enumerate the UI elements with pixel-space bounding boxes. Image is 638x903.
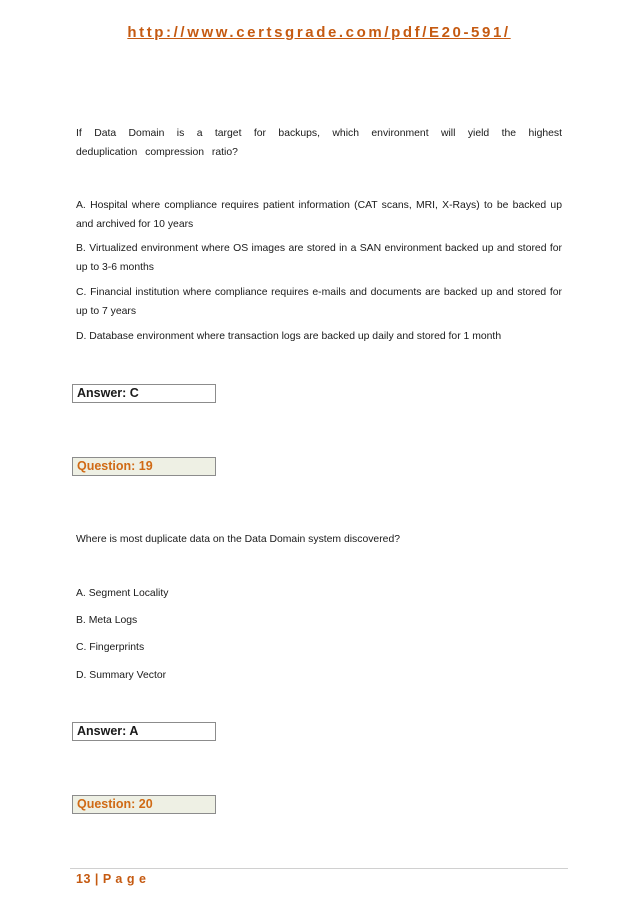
question-19-text: Where is most duplicate data on the Data Domain system discovered? xyxy=(76,534,400,545)
question-18-option-a: A. Hospital where compliance requires patient information (CAT scans, MRI, X-Rays) to be backed up and archived for 10 years xyxy=(76,200,562,230)
question-18-text: If Data Domain is a target for backups, which environment will yield the highest deduplication compression ratio? xyxy=(76,128,562,158)
question-18-option-d: D. Database environment where transaction logs are backed up daily and stored for 1 month xyxy=(76,331,502,342)
question-label-20: Question: 20 xyxy=(72,795,216,814)
answer-box-18: Answer: C xyxy=(72,384,216,403)
question-18-option-c: C. Financial institution where compliance requires e-mails and documents are backed up and stored for up to 7 years xyxy=(76,287,562,317)
question-19-option-d: D. Summary Vector xyxy=(76,670,167,681)
question-19-option-a: A. Segment Locality xyxy=(76,588,169,599)
question-19-option-c: C. Fingerprints xyxy=(76,642,145,653)
page-number: 13 | P a g e xyxy=(76,872,147,886)
answer-box-19: Answer: A xyxy=(72,722,216,741)
question-label-19: Question: 19 xyxy=(72,457,216,476)
question-18-option-b: B. Virtualized environment where OS images are stored in a SAN environment backed up and stored for up to 3-6 months xyxy=(76,243,562,273)
header-url-link[interactable]: http://www.certsgrade.com/pdf/E20-591/ xyxy=(127,24,511,41)
question-19-option-b: B. Meta Logs xyxy=(76,615,138,626)
footer-divider xyxy=(70,868,568,869)
